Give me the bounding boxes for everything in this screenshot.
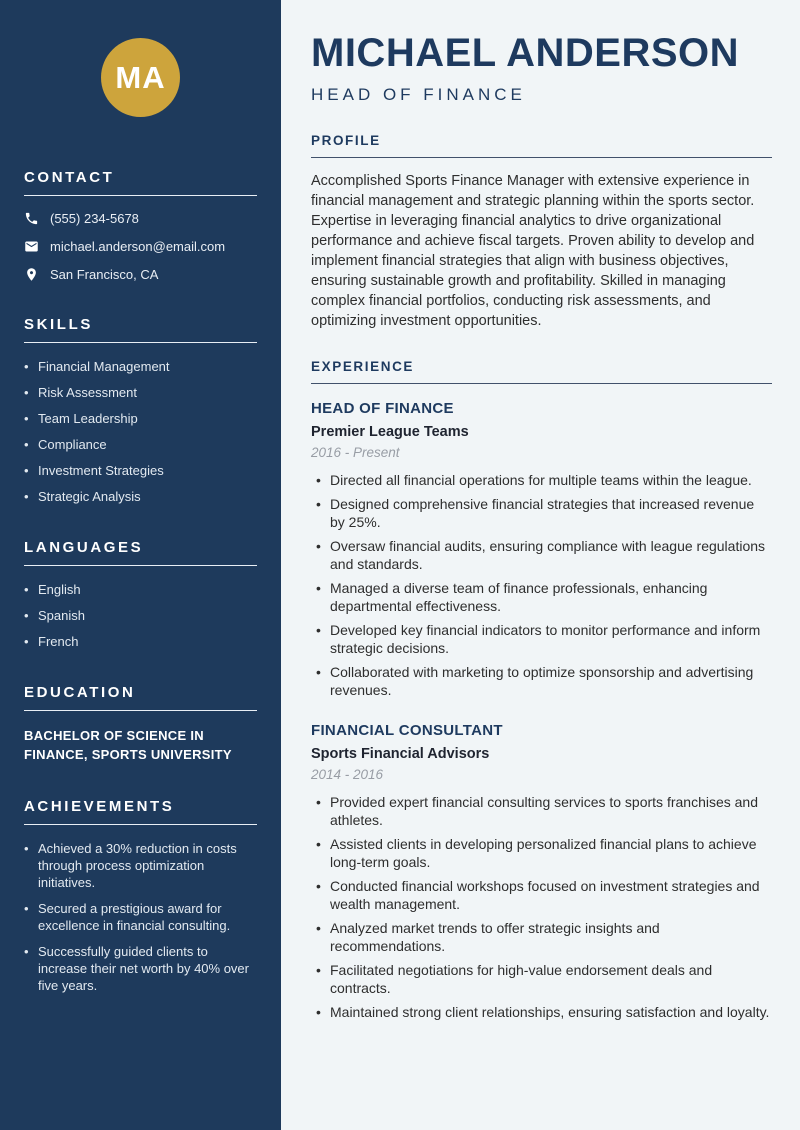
job-bullets	[311, 471, 772, 700]
main-content	[281, 0, 800, 1130]
job-bullet: • Managed a diverse team of finance professionals, enhancing departmental effectiveness.	[311, 579, 772, 616]
job-entry	[311, 722, 772, 1022]
job-bullet: • Collaborated with marketing to optimize sponsorship and advertising revenues.	[311, 663, 772, 700]
job-company: Sports Financial Advisors	[311, 745, 490, 762]
contact-phone-row	[24, 211, 257, 226]
language-item: • French	[24, 633, 257, 650]
language-item: • English	[24, 581, 257, 598]
job-entry	[311, 400, 772, 700]
languages-heading: LANGUAGES	[24, 539, 257, 566]
email-icon	[24, 239, 39, 254]
candidate-title: HEAD OF FINANCE	[311, 85, 526, 104]
education-degree: BACHELOR OF SCIENCE IN FINANCE, SPORTS UNIVERSITY	[24, 728, 232, 762]
job-bullet: • Designed comprehensive financial strategies that increased revenue by 25%.	[311, 495, 772, 532]
job-bullet: • Directed all financial operations for multiple teams within the league.	[311, 471, 772, 490]
skill-item: • Investment Strategies	[24, 462, 257, 479]
skill-item: • Financial Management	[24, 358, 257, 375]
profile-heading: PROFILE	[311, 133, 772, 158]
job-bullets	[311, 793, 772, 1022]
achievement-item: • Successfully guided clients to increase their net worth by 40% over five years.	[24, 943, 257, 994]
achievements-list	[24, 840, 257, 994]
job-bullet: • Oversaw financial audits, ensuring compliance with league regulations and standards.	[311, 537, 772, 574]
languages-section	[24, 539, 257, 650]
job-bullet: • Developed key financial indicators to monitor performance and inform strategic decisions.	[311, 621, 772, 658]
candidate-name: MICHAEL ANDERSON	[311, 31, 740, 75]
skill-item: • Risk Assessment	[24, 384, 257, 401]
contact-location-row	[24, 267, 257, 282]
skill-item: • Strategic Analysis	[24, 488, 257, 505]
experience-section	[311, 359, 772, 1021]
sidebar	[0, 0, 281, 1130]
contact-location-text: San Francisco, CA	[50, 267, 159, 282]
job-title: FINANCIAL CONSULTANT	[311, 721, 503, 739]
skill-item: • Team Leadership	[24, 410, 257, 427]
achievements-section	[24, 798, 257, 994]
job-bullet: • Assisted clients in developing personalized financial plans to achieve long-term goals.	[311, 835, 772, 872]
skills-section	[24, 316, 257, 505]
achievement-item: • Achieved a 30% reduction in costs through process optimization initiatives.	[24, 840, 257, 891]
contact-email-row	[24, 239, 257, 254]
contact-heading: CONTACT	[24, 169, 257, 196]
skills-heading: SKILLS	[24, 316, 257, 343]
avatar	[101, 38, 180, 117]
experience-heading: EXPERIENCE	[311, 359, 772, 384]
job-bullet: • Analyzed market trends to offer strategic insights and recommendations.	[311, 919, 772, 956]
job-bullet: • Facilitated negotiations for high-value endorsement deals and contracts.	[311, 961, 772, 998]
job-bullet: • Provided expert financial consulting services to sports franchises and athletes.	[311, 793, 772, 830]
languages-list	[24, 581, 257, 650]
profile-section	[311, 133, 772, 331]
achievements-heading: ACHIEVEMENTS	[24, 798, 257, 825]
contact-section	[24, 169, 257, 282]
education-heading: EDUCATION	[24, 684, 257, 711]
achievement-item: • Secured a prestigious award for excellence in financial consulting.	[24, 900, 257, 934]
avatar-initials: MA	[115, 59, 166, 95]
profile-text: Accomplished Sports Finance Manager with extensive experience in financial management and strategic planning within the sports sector. Expertise in leveraging financial analytics to drive organizational performance and achieve fiscal targets. Proven ability to develop and implement financial strategies that align with business objectives, ensuring sustainable growth and profitability. Skilled in managing complex financial portfolios, conducting risk assessments, and optimizing investment opportunities.	[311, 173, 755, 329]
job-company: Premier League Teams	[311, 424, 469, 440]
job-title: HEAD OF FINANCE	[311, 400, 454, 417]
location-icon	[24, 267, 39, 282]
phone-icon	[24, 211, 39, 226]
contact-phone-text: (555) 234-5678	[50, 211, 139, 226]
skills-list	[24, 358, 257, 505]
language-item: • Spanish	[24, 607, 257, 624]
job-dates: 2016 - Present	[311, 445, 400, 460]
job-bullet: • Maintained strong client relationships, ensuring satisfaction and loyalty.	[311, 1003, 772, 1022]
contact-email-text: michael.anderson@email.com	[50, 239, 226, 254]
job-dates: 2014 - 2016	[311, 766, 384, 782]
education-section	[24, 684, 257, 764]
job-bullet: • Conducted financial workshops focused on investment strategies and wealth management.	[311, 877, 772, 914]
skill-item: • Compliance	[24, 436, 257, 453]
